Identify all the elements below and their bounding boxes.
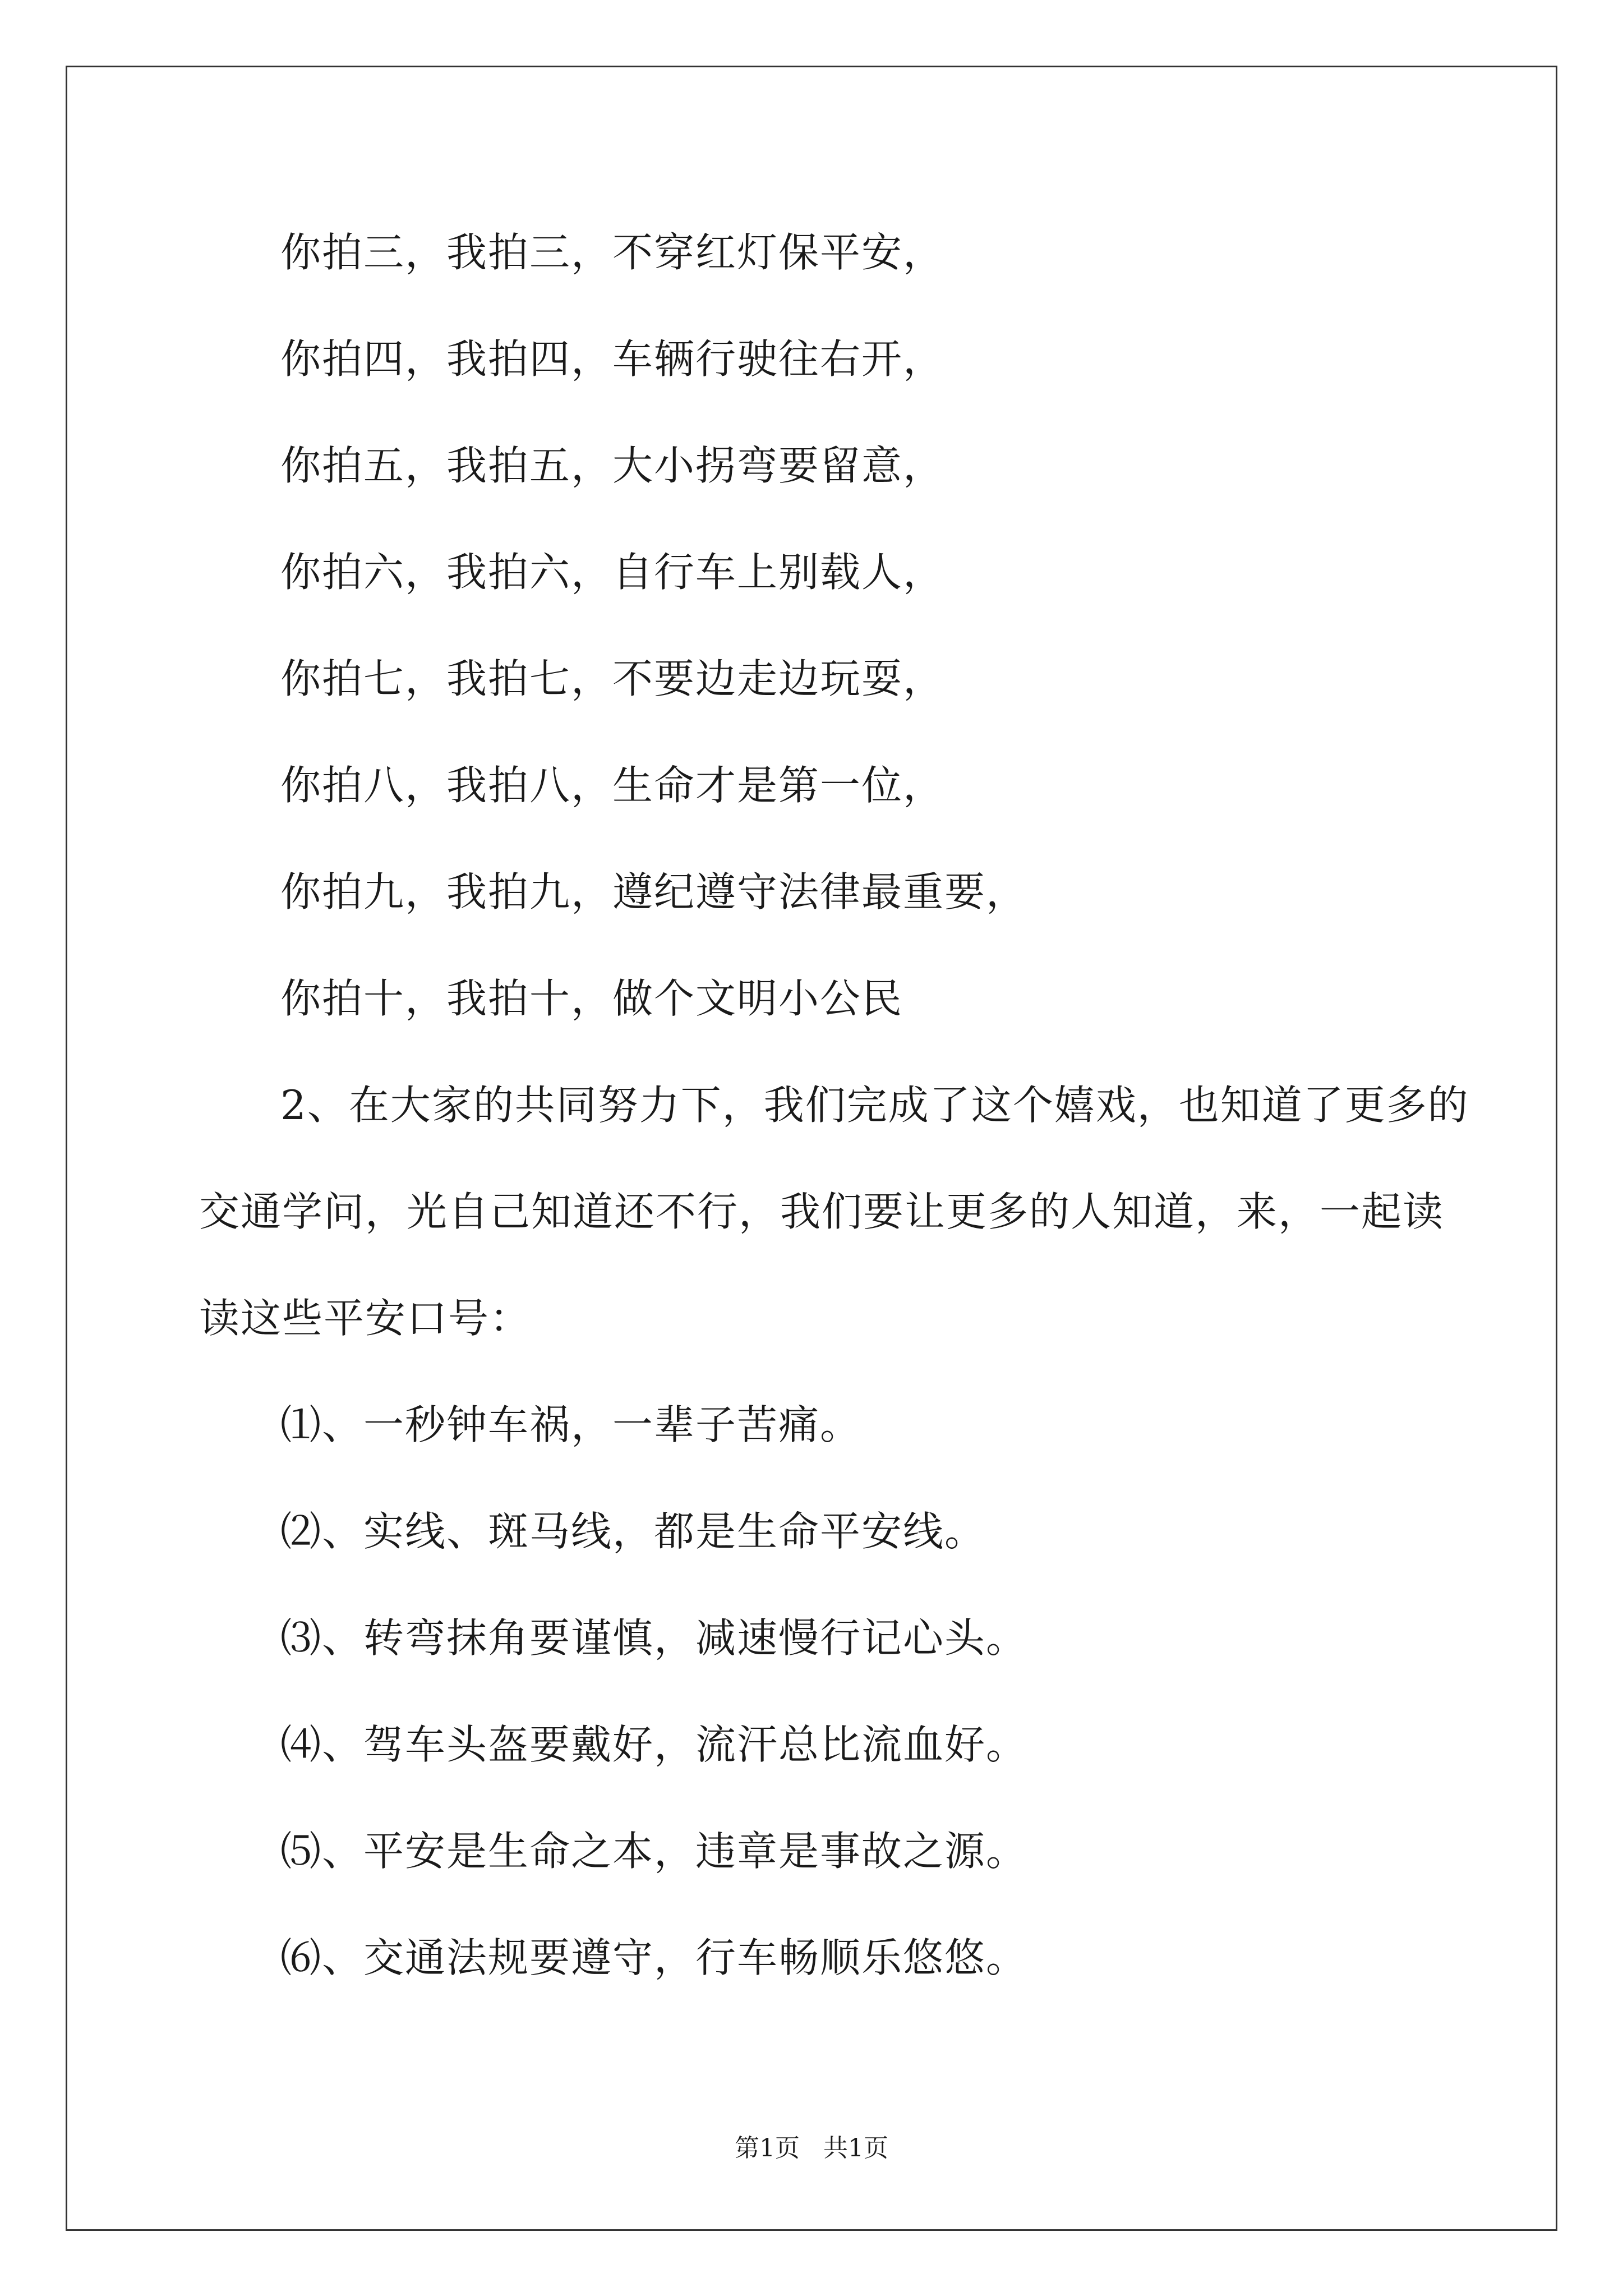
rhyme-line-6: 你拍六，我拍六，自行车上别载人， — [280, 549, 945, 596]
paragraph-2-line-1: 2、在大家的共同努力下，我们完成了这个嬉戏，也知道了更多的 — [280, 1082, 1469, 1129]
rhyme-line-9: 你拍九，我拍九，遵纪遵守法律最重要， — [280, 868, 1028, 915]
slogan-5: ⑸、平安是生命之本，违章是事故之源。 — [280, 1828, 1028, 1875]
rhyme-line-7: 你拍七，我拍七，不要边走边玩耍， — [280, 655, 945, 702]
rhyme-line-10: 你拍十，我拍十，做个文明小公民 — [280, 975, 903, 1022]
slogan-2: ⑵、实线、斑马线，都是生命平安线。 — [280, 1508, 986, 1555]
rhyme-line-8: 你拍八，我拍八，生命才是第一位， — [280, 762, 945, 809]
slogan-4: ⑷、驾车头盔要戴好，流汗总比流血好。 — [280, 1721, 1028, 1768]
paragraph-2-line-3: 读这些平安口号： — [199, 1295, 532, 1342]
slogan-6: ⑹、交通法规要遵守，行车畅顺乐悠悠。 — [280, 1934, 1028, 1981]
rhyme-line-3: 你拍三，我拍三，不穿红灯保平安， — [280, 229, 945, 276]
slogan-3: ⑶、转弯抹角要谨慎，减速慢行记心头。 — [280, 1614, 1028, 1662]
page-number-footer: 第1页 共1页 — [735, 2134, 888, 2162]
rhyme-line-5: 你拍五，我拍五，大小拐弯要留意， — [280, 442, 945, 489]
rhyme-line-4: 你拍四，我拍四，车辆行驶往右开， — [280, 335, 945, 383]
paragraph-2-line-2: 交通学问，光自己知道还不行，我们要让更多的人知道，来，一起读 — [199, 1188, 1445, 1235]
slogan-1: ⑴、一秒钟车祸，一辈子苦痛。 — [280, 1401, 862, 1448]
page-frame — [66, 66, 1557, 2231]
